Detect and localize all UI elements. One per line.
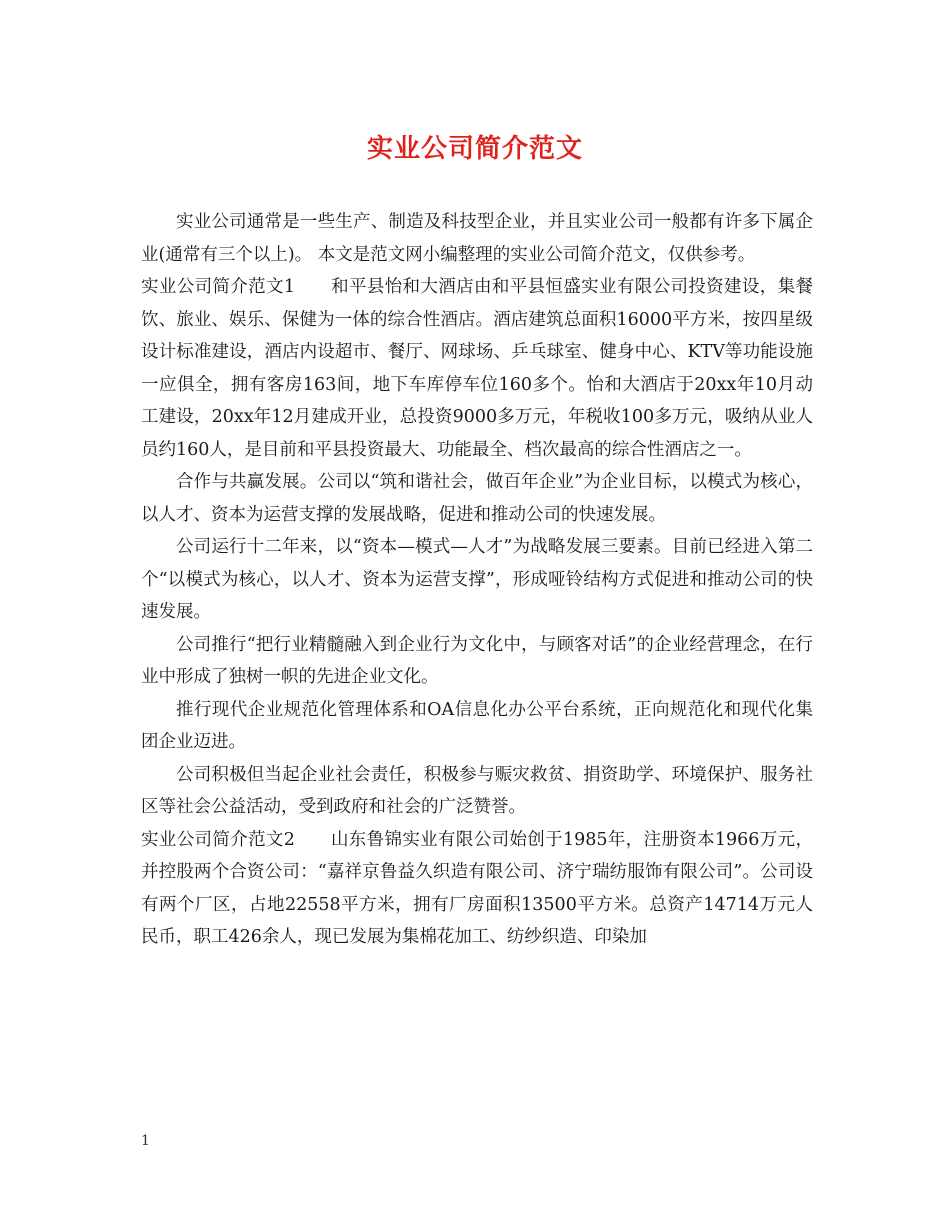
- paragraph-responsibility: 公司积极但当起企业社会责任，积极参与赈灾救贫、捐资助学、环境保护、服务社区等社会公益活动，受到政府和社会的广泛赞誉。: [141, 764, 813, 817]
- paragraph-culture: 公司推行“把行业精髓融入到企业行为文化中，与顾客对话”的企业经营理念，在行业中形成了独树一帜的先进企业文化。: [141, 634, 813, 687]
- paragraph-sample-1: 实业公司简介范文1 和平县怡和大酒店由和平县恒盛实业有限公司投资建设，集餐饮、旅业、娱乐、保健为一体的综合性酒店。酒店建筑总面积16000平方米，按四星级设计标准建设，酒店内设超市、餐厅、网球场、乒乓球室、健身中心、KTV等功能设施一应俱全，拥有客房163间，地下车库停车位160多个。怡和大酒店于20xx年10月动工建设，20xx年12月建成开业，总投资9000多万元，年税收100多万元，吸纳从业人员约160人，是目前和平县投资最大、功能最全、档次最高的综合性酒店之一。: [141, 277, 813, 460]
- document-body: [141, 206, 813, 954]
- paragraph-cooperation: 合作与共赢发展。公司以“筑和谐社会，做百年企业”为企业目标，以模式为核心，以人才、资本为运营支撑的发展战略，促进和推动公司的快速发展。: [141, 472, 813, 525]
- page-number: 1: [141, 1133, 150, 1149]
- document-title: 实业公司简介范文: [366, 134, 583, 164]
- paragraph-intro: 实业公司通常是一些生产、制造及科技型企业，并且实业公司一般都有许多下属企业(通常有三个以上)。 本文是范文网小编整理的实业公司简介范文，仅供参考。: [141, 212, 813, 265]
- paragraph-strategy: 公司运行十二年来，以“资本—模式—人才”为战略发展三要素。目前已经进入第二个“以模式为核心，以人才、资本为运营支撑”，形成哑铃结构方式促进和推动公司的快速发展。: [141, 537, 813, 622]
- paragraph-management: 推行现代企业规范化管理体系和OA信息化办公平台系统，正向规范化和现代化集团企业迈进。: [141, 699, 813, 752]
- paragraph-sample-2: 实业公司简介范文2 山东鲁锦实业有限公司始创于1985年，注册资本1966万元，并控股两个合资公司：“嘉祥京鲁益久织造有限公司、济宁瑞纺服饰有限公司”。公司设有两个厂区，占地22558平方米，拥有厂房面积13500平方米。总资产14714万元人民币，职工426余人，现已发展为集棉花加工、纺纱织造、印染加: [141, 829, 813, 947]
